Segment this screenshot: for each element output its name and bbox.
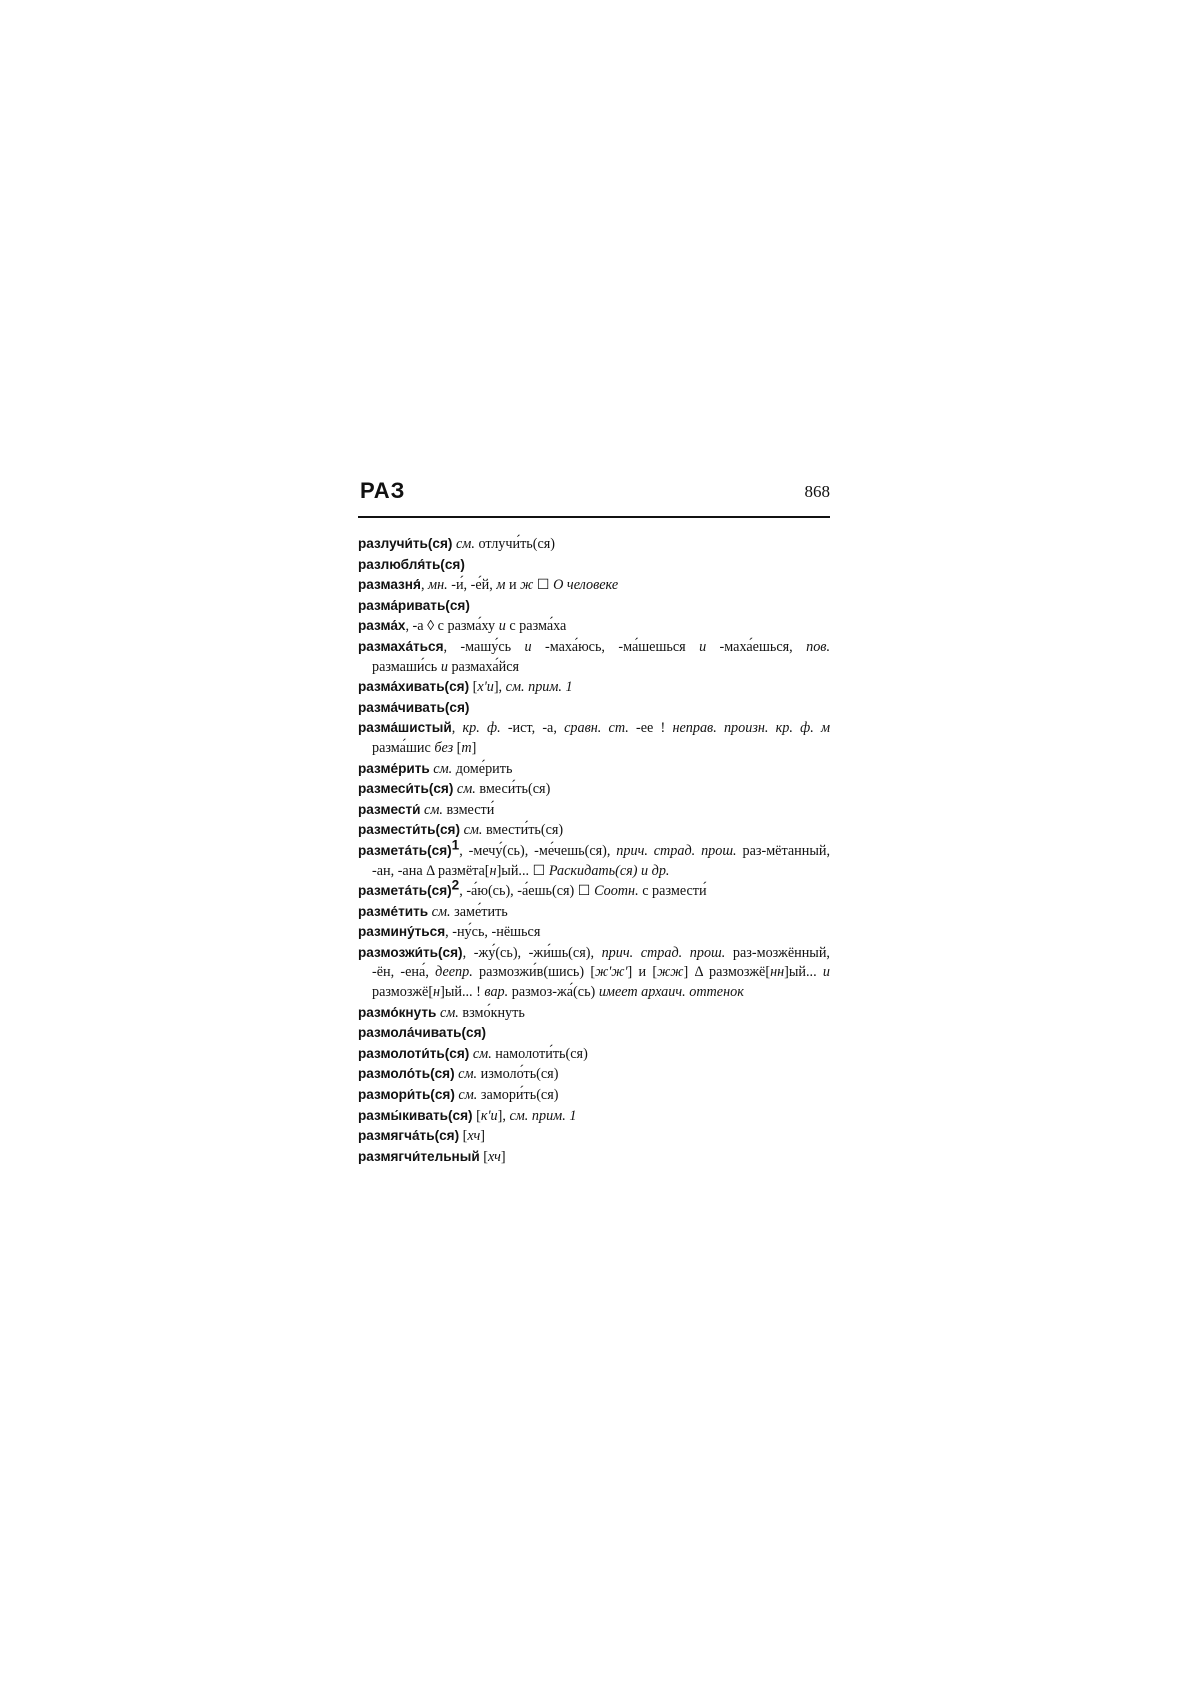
dictionary-entry (358, 698, 830, 719)
dictionary-entry (358, 677, 830, 698)
entry-text: и (505, 577, 521, 594)
entry-label-italic: см. (455, 536, 475, 552)
entry-headword: размину́ться (358, 924, 446, 940)
entry-text: размозжё[ (372, 984, 434, 1001)
dictionary-entry (358, 800, 830, 821)
entry-text: заме́тить (450, 903, 508, 920)
entry-label-italic: см. (424, 801, 443, 818)
dictionary-entry (358, 877, 830, 902)
entry-label-italic: см. прим. 1 (505, 679, 573, 696)
entry-text: , -ну́сь, -нёшься (445, 924, 541, 941)
entry-label-italic: О человеке (553, 577, 619, 594)
entry-label-italic: см. прим. 1 (509, 1107, 577, 1124)
entry-text: ] (500, 1148, 506, 1165)
entry-text: , (420, 577, 429, 594)
entry-label-italic: жж (657, 964, 684, 981)
entry-text: с размести́ (638, 883, 707, 900)
dictionary-entry (358, 1147, 830, 1168)
entry-text: размаха́йся (447, 658, 520, 675)
entry-label-italic: см. (439, 1004, 459, 1021)
entry-label-italic: имеет архаич. оттенок (598, 984, 744, 1001)
dictionary-entry (358, 922, 830, 943)
entry-label-italic: см. (458, 1087, 478, 1104)
entry-text: взмо́кнуть (458, 1004, 525, 1021)
entry-headword: размаха́ться (358, 638, 444, 654)
entry-text: -ее ! (628, 720, 673, 737)
entry-label-italic: ж (520, 577, 534, 594)
entry-text: ]ый... ! (440, 984, 485, 1001)
entry-label-italic: т (461, 739, 472, 756)
dictionary-entry (358, 1023, 830, 1044)
entry-label-italic: и (498, 618, 506, 635)
entry-label-italic: м (496, 577, 506, 594)
entry-label-italic: без (434, 739, 454, 756)
entry-headword: размоло́ть(ся) (358, 1066, 455, 1082)
entry-text: доме́рить (452, 760, 513, 777)
dictionary-entry (358, 596, 830, 617)
entry-label-italic: см. (456, 781, 476, 798)
entry-headword: размола́чивать(ся) (358, 1025, 487, 1041)
entry-text: размаши́сь (372, 658, 441, 675)
entry-label-italic: неправ. произн. кр. ф. м (672, 720, 830, 737)
entry-text: замори́ть(ся) (477, 1087, 559, 1104)
entry-headword: разлучи́ть(ся) (358, 536, 453, 551)
entry-headword: размести́ть(ся) (358, 822, 461, 838)
dictionary-entry (358, 1126, 830, 1147)
entry-label-italic: н (489, 862, 497, 879)
entry-text: размозжи́в(шись) [ (472, 964, 596, 981)
entry-label-italic: пов. (806, 638, 830, 655)
entry-text: , -а́ю(сь), -а́ешь(ся) ☐ (459, 883, 595, 900)
entry-headword: разме́рить (358, 760, 430, 776)
entry-text: измоло́ть(ся) (477, 1066, 559, 1083)
entry-label-italic: сравн. ст. (564, 720, 629, 737)
entry-label-italic: Раскидать(ся) и др. (548, 862, 670, 879)
entry-text: размоз-жа́(сь) (508, 984, 599, 1001)
entry-headword: размазня́ (358, 577, 421, 593)
entry-label-italic: деепр. (435, 964, 473, 981)
dictionary-entry (358, 779, 830, 800)
dictionary-entry (358, 1085, 830, 1106)
entry-text: [ (453, 739, 462, 756)
entry-text: -маха́ешься, (706, 638, 807, 655)
dictionary-entry (358, 759, 830, 780)
entry-label-italic: н (433, 984, 441, 1001)
entry-label-italic: и (699, 638, 707, 655)
homonym-index: 1 (451, 837, 460, 853)
entry-text: [ (472, 1107, 481, 1124)
dictionary-entry (358, 1106, 830, 1127)
entry-headword: разма́шистый (358, 720, 452, 736)
entry-text: , -машу́сь (443, 638, 525, 655)
entry-text: ] (471, 739, 477, 756)
entry-headword: размета́ть(ся) (358, 842, 452, 858)
entry-label-italic: см. (458, 1066, 478, 1083)
dictionary-entries (358, 534, 830, 1167)
dictionary-entry (358, 820, 830, 841)
homonym-index: 2 (451, 877, 460, 893)
entry-text: -и́, -е́й, (447, 577, 497, 594)
entry-text: ], (497, 1107, 510, 1124)
entry-label-italic: хч (488, 1148, 501, 1165)
dictionary-entry (358, 1044, 830, 1065)
dictionary-entry (358, 718, 830, 758)
entry-text: вмести́ть(ся) (482, 822, 564, 839)
entry-headword: размори́ть(ся) (358, 1087, 455, 1103)
entry-text: ] и [ (627, 964, 658, 981)
entry-label-italic: см. (472, 1045, 492, 1062)
entry-headword: разме́тить (358, 903, 429, 919)
entry-label-italic: нн (770, 964, 785, 981)
entry-text: ] (480, 1128, 486, 1145)
entry-text: ]ый... ☐ (496, 862, 549, 879)
entry-text: с разма́ха (505, 618, 567, 635)
entry-text: , -а ◊ с разма́ху (405, 618, 499, 635)
entry-label-italic: кр. ф. (462, 720, 501, 737)
entry-label-italic: мн. (428, 577, 448, 594)
dictionary-entry (358, 1003, 830, 1024)
entry-text: ☐ (533, 577, 554, 594)
running-head: РАЗ (360, 478, 406, 503)
entry-label-italic: см. (433, 760, 453, 777)
entry-headword: разма́х (358, 618, 406, 634)
dictionary-entry (358, 902, 830, 923)
entry-text: раз-мозжённый, -ён, -ена́, (372, 944, 830, 981)
entry-text: ], (493, 679, 506, 696)
entry-text: , -мечу́(сь), -ме́чешь(ся), (459, 842, 617, 859)
dictionary-entry (358, 575, 830, 596)
entry-text: , -жу́(сь), -жи́шь(ся), (462, 944, 602, 961)
entry-headword: размозжи́ть(ся) (358, 944, 463, 960)
entry-label-italic: см. (431, 903, 451, 920)
page-number: 868 (804, 482, 830, 501)
entry-label-italic: и (822, 964, 830, 981)
entry-text: [ (479, 1148, 489, 1165)
entry-text: [ (459, 1128, 468, 1145)
entry-text: раз-мётанный, -ан, -ана Δ размёта[ (372, 842, 830, 879)
entry-headword: разма́чивать(ся) (358, 699, 470, 715)
entry-text: разма́шис (372, 739, 435, 756)
entry-headword: размолоти́ть(ся) (358, 1045, 470, 1061)
entry-label-italic: х'и (477, 679, 494, 696)
dictionary-entry (358, 555, 830, 576)
page-header (358, 478, 830, 518)
entry-label-italic: см. (463, 822, 483, 839)
dictionary-entry (358, 616, 830, 637)
entry-text: , (451, 720, 463, 737)
entry-text: взмести́ (442, 801, 495, 818)
entry-label-italic: Соотн. (594, 883, 639, 900)
entry-text: ]ый... (784, 964, 823, 981)
dictionary-entry (358, 637, 830, 677)
entry-text: -маха́юсь, -ма́шешься (531, 638, 700, 655)
dictionary-entry (358, 837, 830, 881)
entry-label-italic: ж'ж' (595, 964, 628, 981)
entry-headword: размета́ть(ся) (358, 883, 452, 899)
entry-label-italic: к'и (480, 1107, 498, 1124)
entry-headword: разлюбля́ть(ся) (358, 556, 465, 572)
entry-label-italic: и (440, 658, 448, 675)
entry-headword: разма́ривать(ся) (358, 597, 470, 613)
entry-text: отлучи́ть(ся) (474, 536, 556, 552)
entry-label-italic: прич. страд. прош. (616, 842, 737, 859)
entry-label-italic: хч (467, 1128, 481, 1145)
entry-text: намолоти́ть(ся) (491, 1045, 588, 1062)
entry-label-italic: и (524, 638, 532, 655)
entry-text: ] Δ размозжё[ (683, 964, 771, 981)
entry-headword: размягча́ть(ся) (358, 1128, 460, 1144)
entry-headword: разма́хивать(ся) (358, 679, 470, 695)
entry-text: -ист, -а, (500, 720, 565, 737)
dictionary-entry (358, 534, 830, 555)
entry-headword: размо́кнуть (358, 1004, 437, 1020)
dictionary-entry (358, 1064, 830, 1085)
entry-label-italic: вар. (484, 984, 509, 1001)
entry-label-italic: прич. страд. прош. (601, 944, 726, 961)
entry-text: вмеси́ть(ся) (475, 781, 551, 798)
entry-headword: размы́кивать(ся) (358, 1107, 473, 1123)
entry-text: [ (469, 679, 478, 696)
entry-headword: размести́ (358, 801, 421, 817)
entry-headword: размягчи́тельный (358, 1148, 480, 1164)
entry-headword: размеси́ть(ся) (358, 781, 454, 797)
dictionary-entry (358, 943, 830, 1003)
